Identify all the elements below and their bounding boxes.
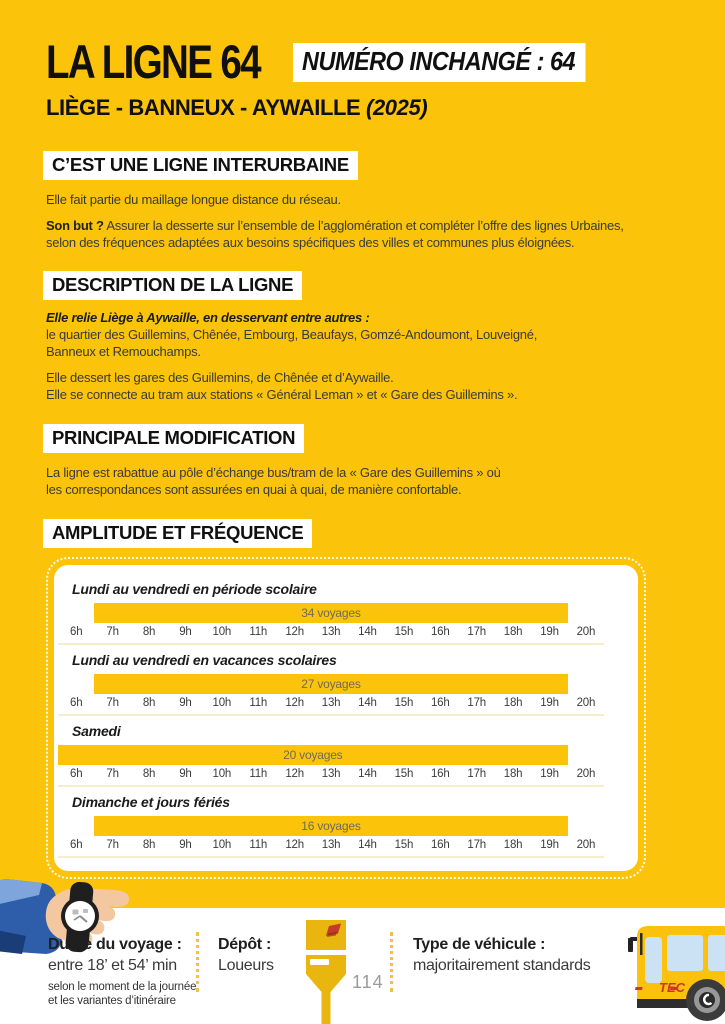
hour-label: 13h (321, 696, 341, 709)
paragraph (46, 464, 725, 498)
hour-label: 16h (430, 625, 450, 638)
hour-label: 10h (212, 696, 232, 709)
hour-label: 8h (142, 696, 156, 709)
hour-label: 17h (467, 696, 486, 709)
tec-logo-text: TEC (659, 980, 685, 995)
hour-label: 12h (285, 625, 304, 638)
hour-label: 11h (249, 696, 268, 709)
hour-label: 8h (142, 767, 156, 780)
hour-label: 15h (394, 625, 414, 638)
chart-bar (94, 603, 567, 623)
text-line: La ligne est rabattue au pôle d’échange bus/tram de la « Gare des Guillemins » où (46, 464, 501, 480)
text-line: Elle se connecte au tram aux stations « Général Leman » et « Gare des Guillemins ». (46, 386, 518, 402)
frequency-chart-card (54, 565, 638, 871)
hour-label: 15h (394, 767, 414, 780)
chart-row-weekday-holidays (54, 652, 638, 716)
hour-axis (58, 839, 604, 858)
vehicle-label: Type de véhicule : (413, 936, 546, 953)
text-line: selon des fréquences adaptées aux besoins spécifiques des villes et communes plus éloignées. (46, 234, 575, 250)
hour-label: 9h (179, 625, 192, 638)
hour-label: 14h (358, 625, 377, 638)
hour-label: 11h (249, 838, 268, 851)
section-heading: C’EST UNE LIGNE INTERURBAINE (43, 151, 358, 180)
bus-icon (628, 924, 725, 1022)
page-number: 114 (352, 972, 384, 992)
hour-label: 20h (576, 696, 596, 709)
hour-label: 8h (142, 838, 156, 851)
chart-bar (94, 674, 567, 694)
hour-label: 16h (430, 696, 450, 709)
vehicle-value: majoritairement standards (413, 957, 591, 974)
section-heading: DESCRIPTION DE LA LIGNE (43, 271, 302, 300)
hour-label: 15h (394, 838, 414, 851)
section-description (0, 271, 725, 403)
text-line (46, 217, 725, 234)
text-line: Assurer la desserte sur l’ensemble de l’agglomération et compléter l’offre des lignes Urbaines, (106, 217, 624, 233)
hour-label: 18h (503, 838, 523, 851)
hour-label: 7h (106, 625, 119, 638)
hour-label: 12h (285, 838, 304, 851)
hour-label: 7h (106, 696, 119, 709)
vehicle-block (413, 936, 590, 975)
hour-label: 11h (249, 625, 268, 638)
duration-note-line: et les variantes d’itinéraire (48, 995, 176, 1007)
chart-row-weekday-school (54, 581, 638, 645)
hour-label: 6h (70, 838, 83, 851)
page-title: LA LIGNE 64 (46, 35, 260, 88)
chart-bar (58, 745, 568, 765)
duration-note-line: selon le moment de la journée (48, 981, 197, 993)
section-heading: PRINCIPALE MODIFICATION (43, 424, 304, 453)
hour-label: 6h (70, 625, 83, 638)
hour-label: 9h (179, 838, 192, 851)
hour-label: 7h (106, 767, 119, 780)
hour-label: 7h (106, 838, 119, 851)
hour-label: 9h (179, 767, 192, 780)
chart-row-title: Lundi au vendredi en vacances scolaires (72, 651, 337, 668)
chart-bar (94, 816, 567, 836)
number-unchanged-badge: NUMÉRO INCHANGÉ : 64 (293, 43, 586, 82)
hour-label: 9h (179, 696, 192, 709)
chart-bar-label: 16 voyages (301, 818, 361, 833)
chart-bar-label: 27 voyages (301, 676, 361, 691)
hour-label: 18h (503, 767, 523, 780)
chart-row-sunday-holidays (54, 794, 638, 858)
paragraph: Elle fait partie du maillage longue distance du réseau. (46, 191, 341, 207)
lead-italic-line: Elle relie Liège à Aywaille, en desservant entre autres : (46, 309, 370, 325)
depot-block (218, 936, 274, 975)
hour-label: 11h (249, 767, 268, 780)
chart-track (58, 674, 604, 694)
hour-label: 18h (503, 696, 523, 709)
hour-label: 6h (70, 767, 83, 780)
chart-track (58, 745, 604, 765)
route-names: LIÈGE - BANNEUX - AYWAILLE (46, 94, 361, 120)
section-interurbaine (0, 151, 725, 251)
hour-label: 17h (467, 838, 486, 851)
hour-label: 10h (212, 838, 232, 851)
duration-value: entre 18’ et 54’ min (48, 957, 177, 974)
section-amplitude (0, 519, 725, 871)
depot-label: Dépôt : (218, 936, 272, 953)
hour-label: 13h (321, 838, 341, 851)
hour-label: 14h (358, 838, 377, 851)
hour-label: 12h (285, 696, 304, 709)
hour-label: 19h (540, 767, 559, 780)
chart-bar-label: 34 voyages (301, 605, 361, 620)
chart-row-saturday (54, 723, 638, 787)
hour-label: 13h (321, 625, 341, 638)
hour-label: 18h (503, 625, 523, 638)
chart-track (58, 816, 604, 836)
paragraph (46, 309, 725, 360)
duration-note (48, 980, 196, 1008)
text-line: Banneux et Remouchamps. (46, 343, 201, 359)
paragraph (46, 369, 725, 403)
hour-axis (58, 768, 604, 787)
hour-label: 20h (576, 767, 596, 780)
hour-label: 17h (467, 625, 486, 638)
text-line: le quartier des Guillemins, Chênée, Embourg, Beaufays, Gomzé-Andoumont, Louveigné, (46, 326, 538, 342)
hour-label: 14h (358, 696, 377, 709)
hour-label: 6h (70, 696, 83, 709)
dotted-divider (390, 932, 393, 992)
section-heading: AMPLITUDE ET FRÉQUENCE (43, 519, 312, 548)
bus-stop-sign-icon (303, 918, 349, 1024)
hour-label: 16h (430, 767, 450, 780)
hour-label: 20h (576, 838, 596, 851)
hour-label: 12h (285, 767, 304, 780)
chart-row-title: Dimanche et jours fériés (72, 793, 230, 810)
hour-axis (58, 697, 604, 716)
paragraph (46, 217, 725, 251)
duration-label: Durée du voyage : (48, 936, 182, 953)
chart-bar-label: 20 voyages (283, 747, 343, 762)
route-year: (2025) (366, 94, 428, 120)
hour-label: 15h (394, 696, 414, 709)
hour-label: 19h (540, 838, 559, 851)
hour-label: 19h (540, 696, 559, 709)
hour-label: 19h (540, 625, 559, 638)
chart-track (58, 603, 604, 623)
text-line: Elle dessert les gares des Guillemins, de Chênée et d’Aywaille. (46, 369, 394, 385)
hour-label: 10h (212, 625, 232, 638)
hour-label: 13h (321, 767, 341, 780)
chart-row-title: Lundi au vendredi en période scolaire (72, 580, 317, 597)
dotted-divider (196, 932, 199, 992)
duration-block (48, 936, 196, 1008)
hour-label: 16h (430, 838, 450, 851)
depot-value: Loueurs (218, 957, 274, 974)
text-line: les correspondances sont assurées en quai à quai, de manière confortable. (46, 481, 462, 497)
header (46, 35, 725, 88)
section-modification (0, 424, 725, 498)
chart-row-title: Samedi (72, 722, 121, 739)
bold-lead: Son but ? (46, 217, 104, 233)
hour-label: 8h (142, 625, 156, 638)
route-subtitle (46, 95, 725, 121)
hour-label: 10h (212, 767, 232, 780)
hour-label: 14h (358, 767, 377, 780)
hour-axis (58, 626, 604, 645)
hour-label: 20h (576, 625, 596, 638)
hour-label: 17h (467, 767, 486, 780)
